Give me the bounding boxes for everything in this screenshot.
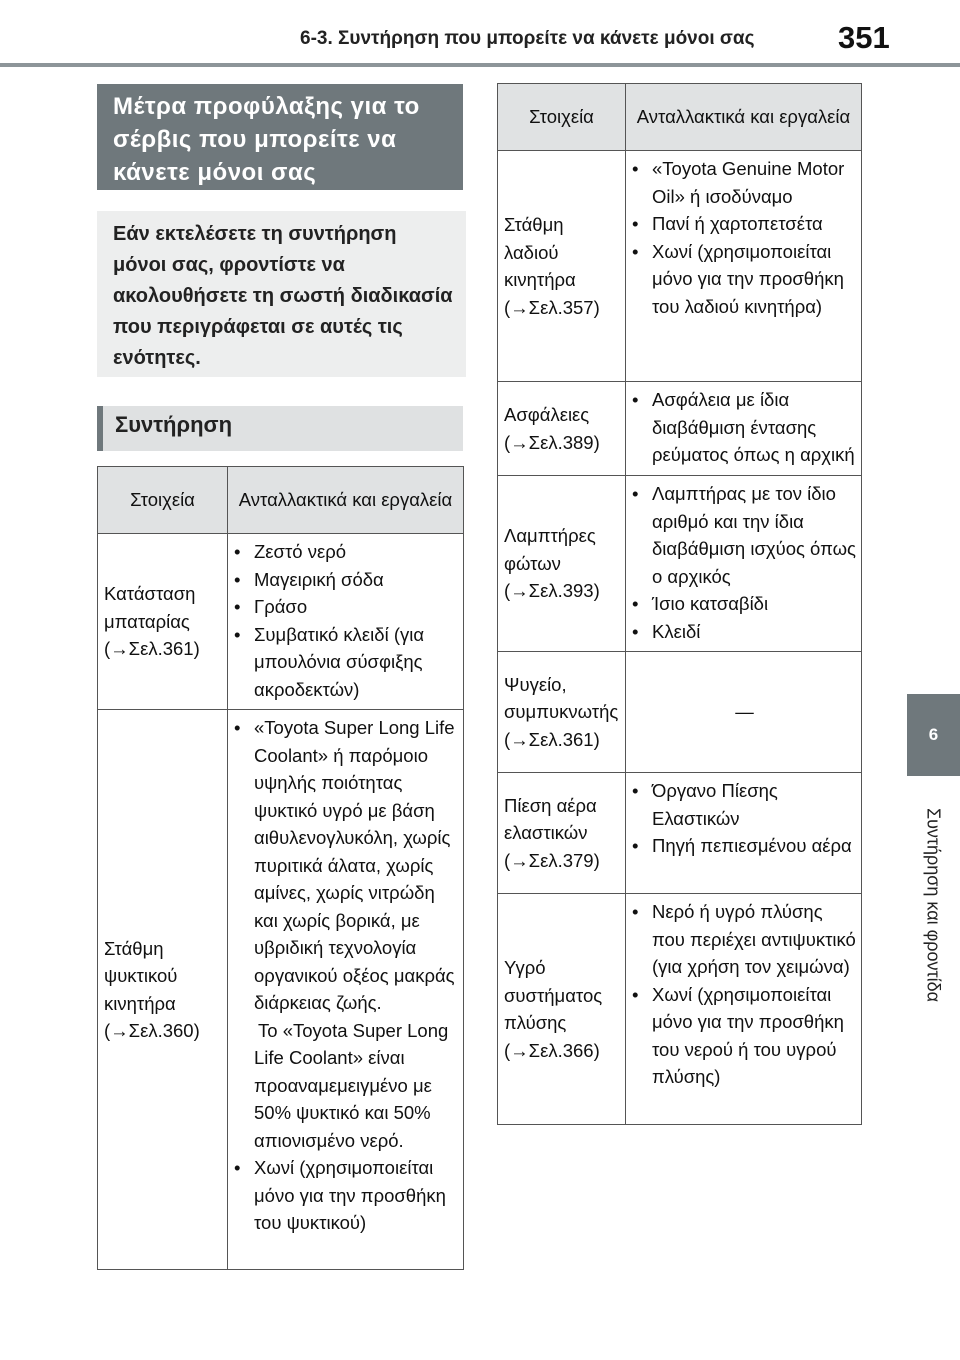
item-cell: Ψυγείο, συμπυκνωτής (→Σελ.361) <box>498 652 626 773</box>
chapter-side-label: Συντήρηση και φροντίδα <box>923 807 944 1003</box>
coolant-note-text: Το «Toyota Super Long Life Coolant» είναι προαναμεμειγμένο με 50% ψυκτικό και 50% απιονισμένο νερό. <box>254 1019 449 1151</box>
table-row <box>98 710 464 1270</box>
table-row <box>498 894 862 1125</box>
header-divider <box>0 63 960 67</box>
item-cell: Λαμπτήρες φώτων (→Σελ.393) <box>498 476 626 652</box>
parts-cell <box>228 710 464 1270</box>
header-parts: Ανταλλακτικά και εργαλεία <box>228 467 464 534</box>
list-item: • Πηγή πεπιεσμένου αέρα <box>630 832 859 860</box>
maintenance-table-right <box>497 83 862 1125</box>
table-row <box>498 151 862 382</box>
parts-cell <box>626 894 862 1125</box>
section-heading: Συντήρηση <box>97 406 463 451</box>
list-item: • Ζεστό νερό <box>232 538 461 566</box>
list-item: • Γράσο <box>232 593 461 621</box>
table-row <box>498 382 862 476</box>
precautions-title-box: Μέτρα προφύλαξης για το σέρβις που μπορείτε να κάνετε μόνοι σας <box>97 84 463 190</box>
item-cell: Στάθμη ψυκτικού κινητήρα (→Σελ.360) <box>98 710 228 1270</box>
maintenance-table-left <box>97 466 464 1270</box>
item-cell: Ασφάλειες (→Σελ.389) <box>498 382 626 476</box>
list-item: • Χωνί (χρησιμοποιείται μόνο για την προσθήκη του λαδιού κινητήρα) <box>630 238 859 321</box>
page-number: 351 <box>838 20 890 55</box>
coolant-spec-text: «Toyota Super Long Life Coolant» ή παρόμοιο υψηλής ποιότητας ψυκτικό υγρό με βάση αιθυλενογλυκόλη, χωρίς πυριτικά άλατα, χωρίς αμίνες, χωρίς νιτρώδη και χωρίς βορικά, με υβριδική τεχνολογία οργανικού οξέος μακράς διάρκειας ζωής. <box>254 717 455 1013</box>
page-header-title: 6-3. Συντήρηση που μπορείτε να κάνετε μόνοι σας <box>300 28 755 49</box>
header-items: Στοιχεία <box>498 84 626 151</box>
list-item: • Ίσιο κατσαβίδι <box>630 590 859 618</box>
list-item: • Λαμπτήρας με τον ίδιο αριθμό και την ίδια διαβάθμιση ισχύος όπως ο αρχικός <box>630 480 859 590</box>
table-row <box>498 476 862 652</box>
table-row <box>498 652 862 773</box>
list-item: • Χωνί (χρησιμοποιείται μόνο για την προσθήκη του νερού ή του υγρού πλύσης) <box>630 981 859 1091</box>
parts-cell <box>626 476 862 652</box>
list-item: • Πανί ή χαρτοπετσέτα <box>630 210 859 238</box>
list-item: • Χωνί (χρησιμοποιείται μόνο για την προσθήκη του ψυκτικού) <box>232 1154 461 1237</box>
parts-list <box>630 480 859 645</box>
list-item: • Νερό ή υγρό πλύσης που περιέχει αντιψυκτικό (για χρήση τον χειμώνα) <box>630 898 859 981</box>
parts-list <box>630 777 859 860</box>
item-cell: Πίεση αέρα ελαστικών (→Σελ.379) <box>498 773 626 894</box>
list-item: • Συμβατικό κλειδί (για μπουλόνια σύσφιξης ακροδεκτών) <box>232 621 461 704</box>
parts-cell <box>228 534 464 710</box>
parts-list <box>232 714 461 1237</box>
list-item <box>232 714 461 1154</box>
list-item: • Ασφάλεια με ίδια διαβάθμιση έντασης ρεύματος όπως η αρχική <box>630 386 859 469</box>
table-row <box>98 534 464 710</box>
item-cell: Υγρό συστήματος πλύσης (→Σελ.366) <box>498 894 626 1125</box>
list-item: • Μαγειρική σόδα <box>232 566 461 594</box>
parts-list <box>630 898 859 1091</box>
parts-cell <box>626 151 862 382</box>
parts-cell-empty: — <box>626 652 862 773</box>
chapter-tab: 6 <box>907 694 960 776</box>
parts-cell <box>626 382 862 476</box>
parts-list <box>630 386 859 469</box>
parts-list <box>630 155 859 320</box>
parts-list <box>232 538 461 703</box>
parts-cell <box>626 773 862 894</box>
list-item: • «Toyota Genuine Motor Oil» ή ισοδύναμο <box>630 155 859 210</box>
header-parts: Ανταλλακτικά και εργαλεία <box>626 84 862 151</box>
table-row <box>498 773 862 894</box>
list-item: • Κλειδί <box>630 618 859 646</box>
item-cell: Στάθμη λαδιού κινητήρα (→Σελ.357) <box>498 151 626 382</box>
list-item: • Όργανο Πίεσης Ελαστικών <box>630 777 859 832</box>
precautions-note-box: Εάν εκτελέσετε τη συντήρηση μόνοι σας, φροντίστε να ακολουθήσετε τη σωστή διαδικασία που περιγράφεται σε αυτές τις ενότητες. <box>97 211 466 377</box>
item-cell: Κατάσταση μπαταρίας (→Σελ.361) <box>98 534 228 710</box>
header-items: Στοιχεία <box>98 467 228 534</box>
